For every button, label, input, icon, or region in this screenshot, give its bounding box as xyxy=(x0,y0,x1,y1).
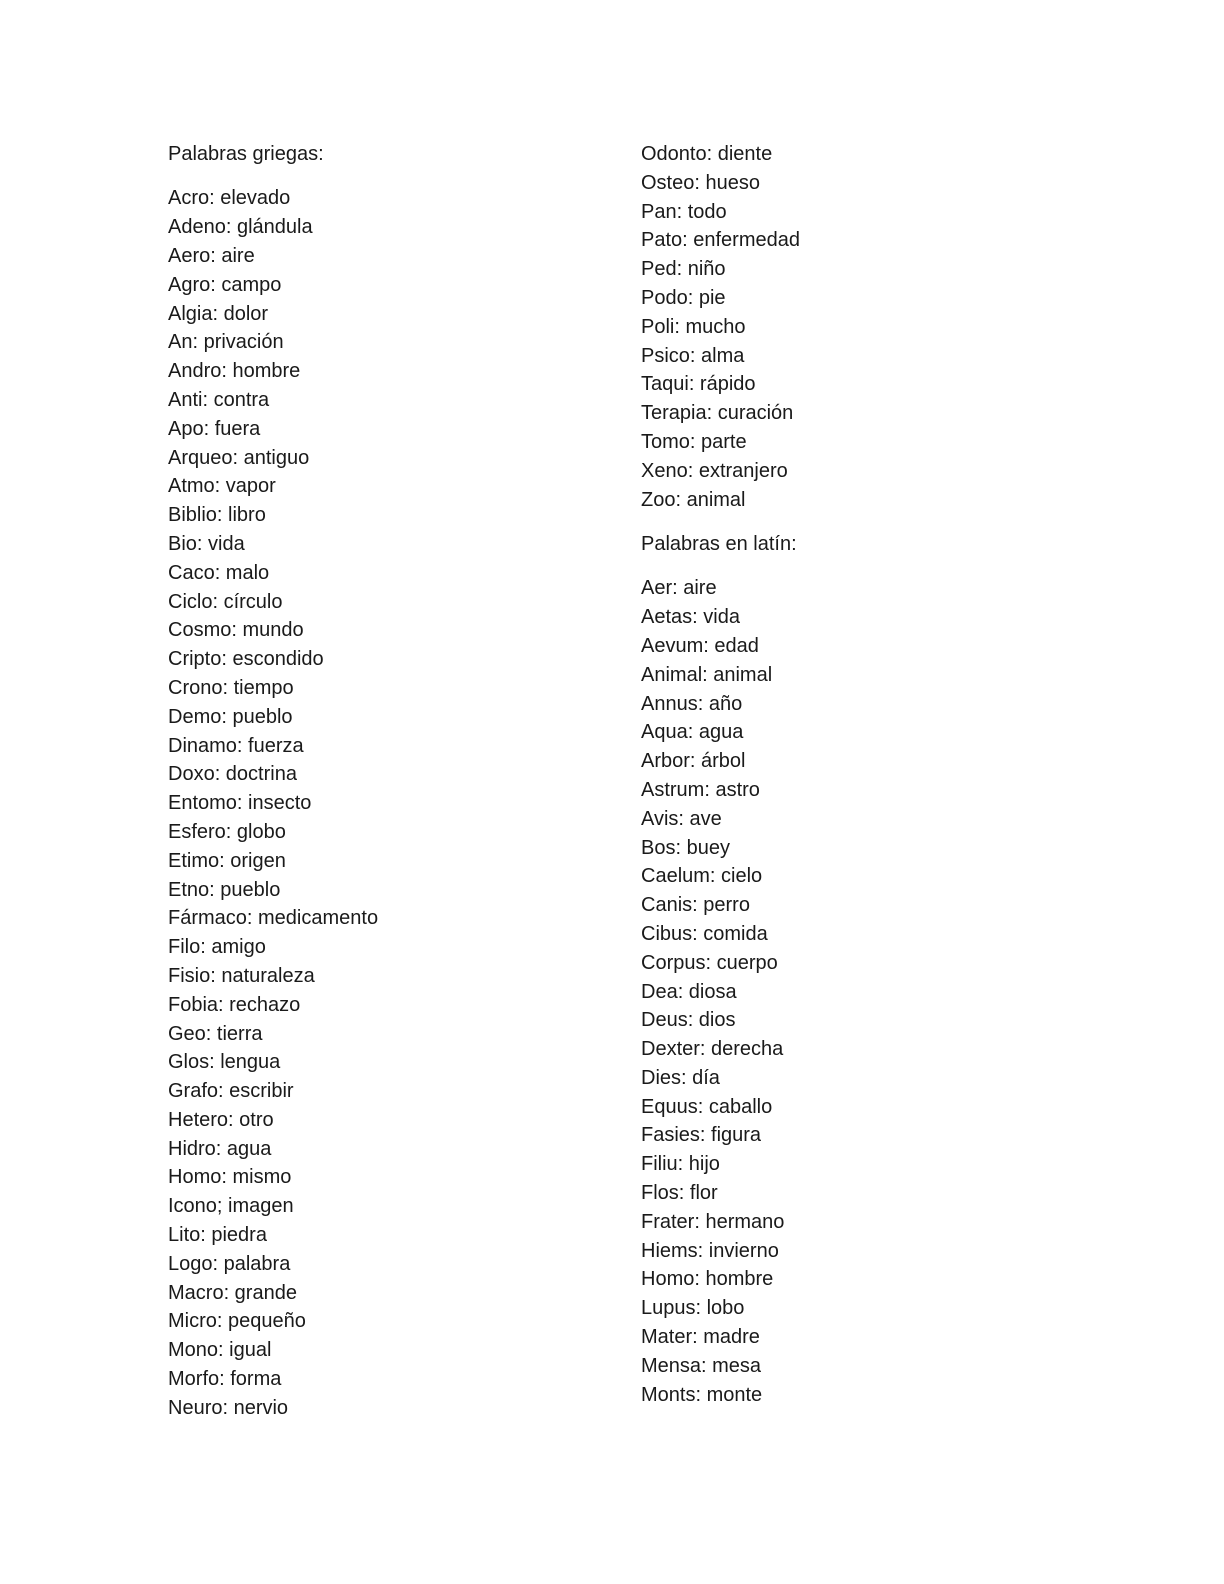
word-entry: Podo: pie xyxy=(641,286,726,309)
left-column xyxy=(168,140,588,1423)
word-entry: Neuro: nervio xyxy=(168,1396,289,1419)
word-entry: Mono: igual xyxy=(168,1339,272,1362)
word-entry: Odonto: diente xyxy=(641,143,773,165)
word-entry: Dinamo: fuerza xyxy=(168,734,304,757)
word-entry: Annus: año xyxy=(641,692,743,715)
word-entry: Avis: ave xyxy=(641,807,722,830)
word-entry: Aevum: edad xyxy=(641,634,759,657)
word-entry: Monts: monte xyxy=(641,1383,763,1406)
word-entry: Tomo: parte xyxy=(641,430,747,453)
word-entry: Aetas: vida xyxy=(641,606,740,629)
word-entry: Anti: contra xyxy=(168,388,270,411)
word-entry: Bos: buey xyxy=(641,836,730,859)
word-entry: Zoo: animal xyxy=(641,488,746,511)
word-entry: Cosmo: mundo xyxy=(168,619,304,642)
word-entry: Micro: pequeño xyxy=(168,1310,306,1333)
word-entry: Grafo: escribir xyxy=(168,1080,294,1103)
word-entry: Bio: vida xyxy=(168,532,245,555)
word-entry: An: privación xyxy=(168,331,284,354)
word-entry: Biblio: libro xyxy=(168,504,266,527)
word-entry: Morfo: forma xyxy=(168,1368,282,1391)
word-entry: Psico: alma xyxy=(641,344,745,367)
latin-words-list xyxy=(641,574,1061,1409)
word-entry: Equus: caballo xyxy=(641,1095,773,1118)
word-entry: Fármaco: medicamento xyxy=(168,907,379,930)
word-entry: Ped: niño xyxy=(641,258,726,281)
word-entry: Filiu: hijo xyxy=(641,1153,720,1176)
greek-words-list xyxy=(168,184,588,1422)
word-entry: Corpus: cuerpo xyxy=(641,951,778,974)
word-entry: Lito: piedra xyxy=(168,1224,267,1247)
word-entry: Xeno: extranjero xyxy=(641,459,788,482)
word-entry: Astrum: astro xyxy=(641,778,760,801)
word-entry: Filo: amigo xyxy=(168,936,266,959)
latin-words-heading: Palabras en latín: xyxy=(641,532,797,555)
word-entry: Canis: perro xyxy=(641,894,750,917)
word-entry: Taqui: rápido xyxy=(641,373,756,396)
word-entry: Aer: aire xyxy=(641,577,717,600)
word-entry: Andro: hombre xyxy=(168,360,301,383)
word-entry: Fasies: figura xyxy=(641,1124,762,1147)
word-entry: Aero: aire xyxy=(168,244,255,267)
word-entry: Terapia: curación xyxy=(641,402,794,425)
word-entry: Doxo: doctrina xyxy=(168,763,297,786)
word-entry: Fisio: naturaleza xyxy=(168,964,315,987)
word-entry: Lupus: lobo xyxy=(641,1297,745,1320)
greek-words-list-continued xyxy=(641,140,1061,514)
word-entry: Adeno: glándula xyxy=(168,216,313,239)
word-entry: Arbor: árbol xyxy=(641,750,746,773)
word-entry: Aqua: agua xyxy=(641,721,744,744)
word-entry: Caelum: cielo xyxy=(641,865,763,888)
word-entry: Dexter: derecha xyxy=(641,1038,784,1061)
word-entry: Macro: grande xyxy=(168,1281,297,1304)
word-entry: Demo: pueblo xyxy=(168,705,293,728)
word-entry: Mensa: mesa xyxy=(641,1354,762,1377)
word-entry: Glos: lengua xyxy=(168,1051,281,1074)
word-entry: Etimo: origen xyxy=(168,849,286,872)
word-entry: Algia: dolor xyxy=(168,302,269,325)
section-gap xyxy=(641,514,1061,530)
word-entry: Dies: día xyxy=(641,1066,720,1089)
word-entry: Dea: diosa xyxy=(641,980,737,1003)
word-entry: Deus: dios xyxy=(641,1009,736,1032)
word-entry: Homo: hombre xyxy=(641,1268,774,1291)
word-entry: Cripto: escondido xyxy=(168,648,324,671)
word-entry: Cibus: comida xyxy=(641,922,768,945)
word-entry: Frater: hermano xyxy=(641,1210,785,1233)
word-entry: Animal: animal xyxy=(641,663,773,686)
word-entry: Acro: elevado xyxy=(168,187,291,210)
word-entry: Ciclo: círculo xyxy=(168,590,283,613)
word-entry: Flos: flor xyxy=(641,1182,718,1205)
word-entry: Agro: campo xyxy=(168,273,282,296)
word-entry: Caco: malo xyxy=(168,561,270,584)
word-entry: Osteo: hueso xyxy=(641,171,760,194)
word-entry: Hiems: invierno xyxy=(641,1239,779,1262)
word-entry: Logo: palabra xyxy=(168,1252,291,1275)
word-entry: Etno: pueblo xyxy=(168,878,281,901)
word-entry: Fobia: rechazo xyxy=(168,993,301,1016)
word-entry: Poli: mucho xyxy=(641,315,746,338)
greek-words-heading: Palabras griegas: xyxy=(168,143,324,165)
word-entry: Apo: fuera xyxy=(168,417,261,440)
word-entry: Hidro: agua xyxy=(168,1137,272,1160)
word-entry: Pato: enfermedad xyxy=(641,229,800,252)
word-entry: Arqueo: antiguo xyxy=(168,446,310,469)
word-entry: Atmo: vapor xyxy=(168,475,276,498)
word-entry: Icono; imagen xyxy=(168,1195,294,1218)
word-entry: Hetero: otro xyxy=(168,1108,274,1131)
word-entry: Geo: tierra xyxy=(168,1022,263,1045)
word-entry: Esfero: globo xyxy=(168,820,286,843)
word-entry: Homo: mismo xyxy=(168,1166,292,1189)
right-column xyxy=(641,140,1061,1409)
word-entry: Crono: tiempo xyxy=(168,676,294,699)
word-entry: Pan: todo xyxy=(641,200,727,223)
word-entry: Entomo: insecto xyxy=(168,792,312,815)
word-entry: Mater: madre xyxy=(641,1326,760,1349)
